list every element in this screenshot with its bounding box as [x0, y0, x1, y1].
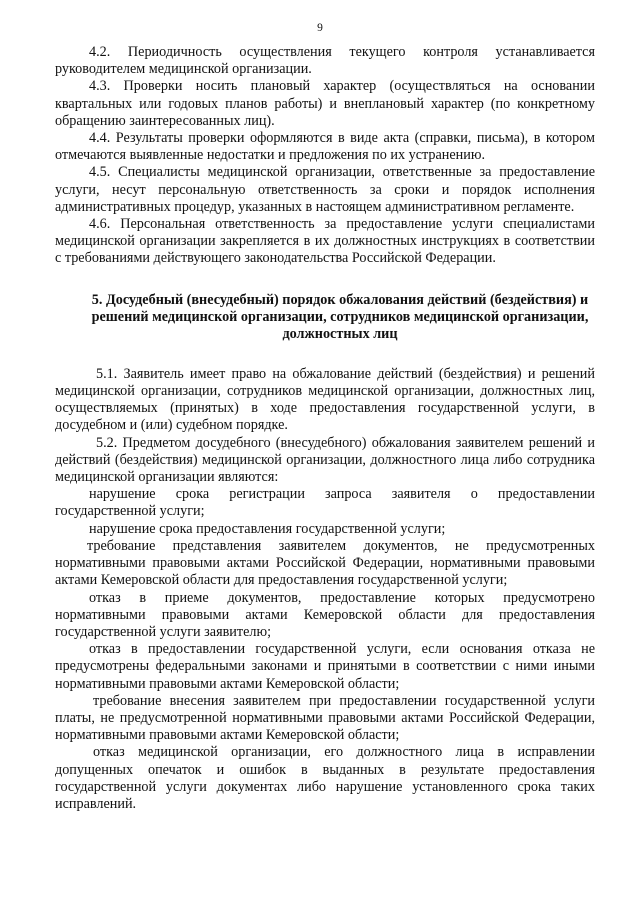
list-item-registration-deadline: нарушение срока регистрации запроса заявителя о предоставлении государственной услуги;	[55, 486, 595, 520]
paragraph-4-3: 4.3. Проверки носить плановый характер (осуществляться на основании квартальных или годовых планов работы) и внеплановый характер (по конкретному обращению заинтересованных лиц).	[55, 78, 595, 129]
list-item-document-refusal: отказ в приеме документов, предоставление которых предусмотрено нормативными правовыми актами Кемеровской области для предоставления государственной услуги заявителю;	[55, 589, 595, 640]
paragraph-4-2: 4.2. Периодичность осуществления текущего контроля устанавливается руководителем медицинской организации.	[55, 44, 595, 78]
page-number: 9	[317, 22, 323, 34]
paragraph-4-6: 4.6. Персональная ответственность за предоставление услуги специалистами медицинской организации закрепляется в их должностных инструкциях в соответствии с требованиями действующего законодательства Российской Федерации.	[55, 216, 595, 267]
paragraph-4-4: 4.4. Результаты проверки оформляются в виде акта (справки, письма), в котором отмечаются выявленные недостатки и предложения по их устранению.	[55, 130, 595, 164]
document-body	[55, 44, 595, 813]
list-item-payment-requirement: требование внесения заявителем при предоставлении государственной услуги платы, не предусмотренной нормативными правовыми актами Российской Федерации, нормативными правовыми актами Кемеровской области;	[55, 692, 595, 744]
list-item-service-refusal: отказ в предоставлении государственной услуги, если основания отказа не предусмотрены федеральными законами и принятыми в соответствии с ними иными нормативными правовыми актами Кемеровской области;	[55, 641, 595, 692]
paragraph-5-2: 5.2. Предметом досудебного (внесудебного) обжалования заявителем решений и действий (бездействия) медицинской организации, должностного лица либо сотрудника медицинской организации являются:	[55, 434, 595, 486]
paragraph-5-1: 5.1. Заявитель имеет право на обжалование действий (бездействия) и решений медицинской организации, сотрудников медицинской организации, должностных лиц, осуществляемых (принятых) в ходе предоставления государственной услуги, в досудебном и (или) судебном порядке.	[55, 365, 595, 434]
list-item-documents-requirement: требование представления заявителем документов, не предусмотренных нормативными правовыми актами Российской Федерации, нормативными правовыми актами Кемеровской области для предоставления государственной услуги;	[55, 537, 595, 589]
list-item-service-deadline: нарушение срока предоставления государственной услуги;	[89, 520, 446, 537]
list-item-correction-refusal: отказ медицинской организации, его должностного лица в исправлении допущенных опечаток и ошибок в выданных в результате предоставления государственной услуги документах либо нарушение установленного срока таких исправлений.	[55, 744, 595, 812]
section-5-title: 5. Досудебный (внесудебный) порядок обжалования действий (бездействия) и решений медицинской организации, сотрудников медицинской организации, должностных лиц	[91, 291, 589, 343]
paragraph-4-5: 4.5. Специалисты медицинской организации, ответственные за предоставление услуги, несут персональную ответственность за сроки и порядок исполнения административных процедур, указанных в настоящем административном регламенте.	[55, 164, 595, 215]
